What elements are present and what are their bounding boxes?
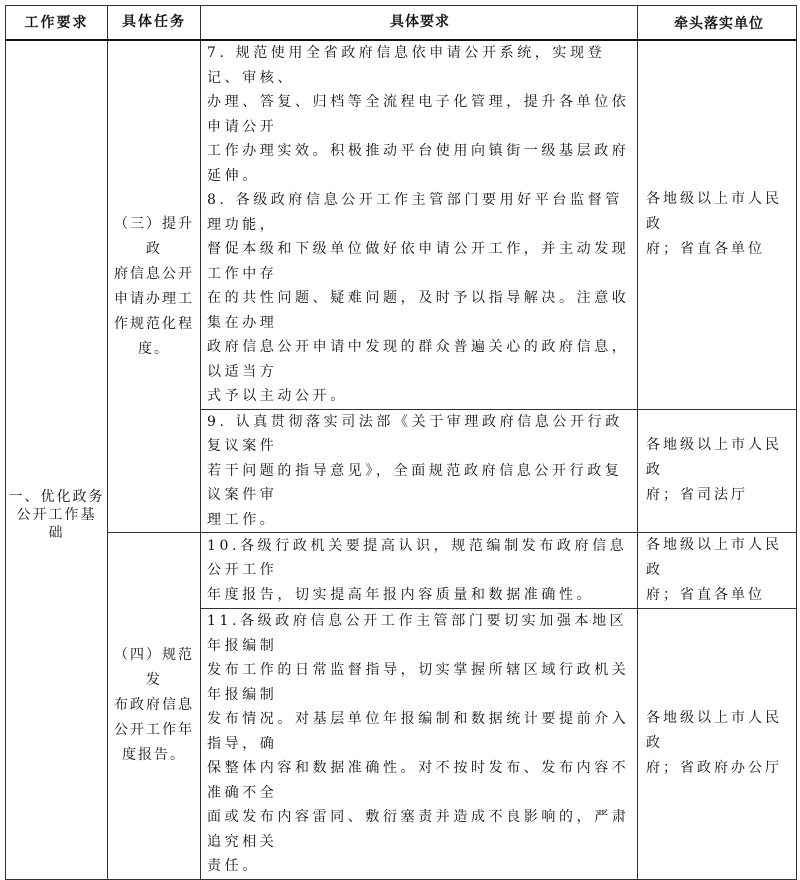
detail-cell: 11.各级政府信息公开工作主管部门要切实加强本地区年报编制 发布工作的日常监督指导，切实掌握所辖区域行政机关年报编制 发布情况。对基层单位年报编制和数据统计要提前介入指导，确 保整体内容和数据准确性。对不按时发布、发布内容不准确不全 面或发布内容雷同、敷衍塞责并造成不良影响的，严肃追究相关 责任。	[201, 609, 638, 880]
table-row	[6, 533, 797, 609]
header-unit: 牵头落实单位	[638, 6, 797, 41]
unit-cell: 各地级以上市人民政 府；省司法厅	[638, 409, 797, 533]
unit-cell: 各地级以上市人民政 府；省政府办公厅	[638, 609, 797, 880]
table-row	[6, 40, 797, 409]
policy-table	[5, 5, 797, 880]
unit-cell: 各地级以上市人民政 府；省直各单位	[638, 40, 797, 409]
detail-cell: 9. 认真贯彻落实司法部《关于审理政府信息公开行政复议案件 若干问题的指导意见》，全面规范政府信息公开行政复议案件审 理工作。	[201, 409, 638, 533]
header-requirement: 工作要求	[6, 6, 108, 41]
requirement-cell: 一、优化政务 公开工作基 础	[6, 40, 108, 879]
unit-cell: 各地级以上市人民政 府；省直各单位	[638, 533, 797, 609]
header-row	[6, 6, 797, 41]
task-cell: （三）提升政 府信息公开 申请办理工 作规范化程 度。	[108, 40, 201, 533]
header-detail: 具体要求	[201, 6, 638, 41]
header-task: 具体任务	[108, 6, 201, 41]
detail-cell: 10.各级行政机关要提高认识，规范编制发布政府信息公开工作 年度报告，切实提高年报内容质量和数据准确性。	[201, 533, 638, 609]
detail-cell: 7. 规范使用全省政府信息依申请公开系统，实现登记、审核、 办理、答复、归档等全流程电子化管理，提升各单位依申请公开 工作办理实效。积极推动平台使用向镇街一级基层政府延伸。 8. 各级政府信息公开工作主管部门要用好平台监督管理功能， 督促本级和下级单位做好依申请公开工作，并主动发现工作中存 在的共性问题、疑难问题，及时予以指导解决。注意收集在办理 政府信息公开申请中发现的群众普遍关心的政府信息，以适当方 式予以主动公开。	[201, 40, 638, 409]
task-cell: （四）规范发 布政府信息 公开工作年 度报告。	[108, 533, 201, 880]
